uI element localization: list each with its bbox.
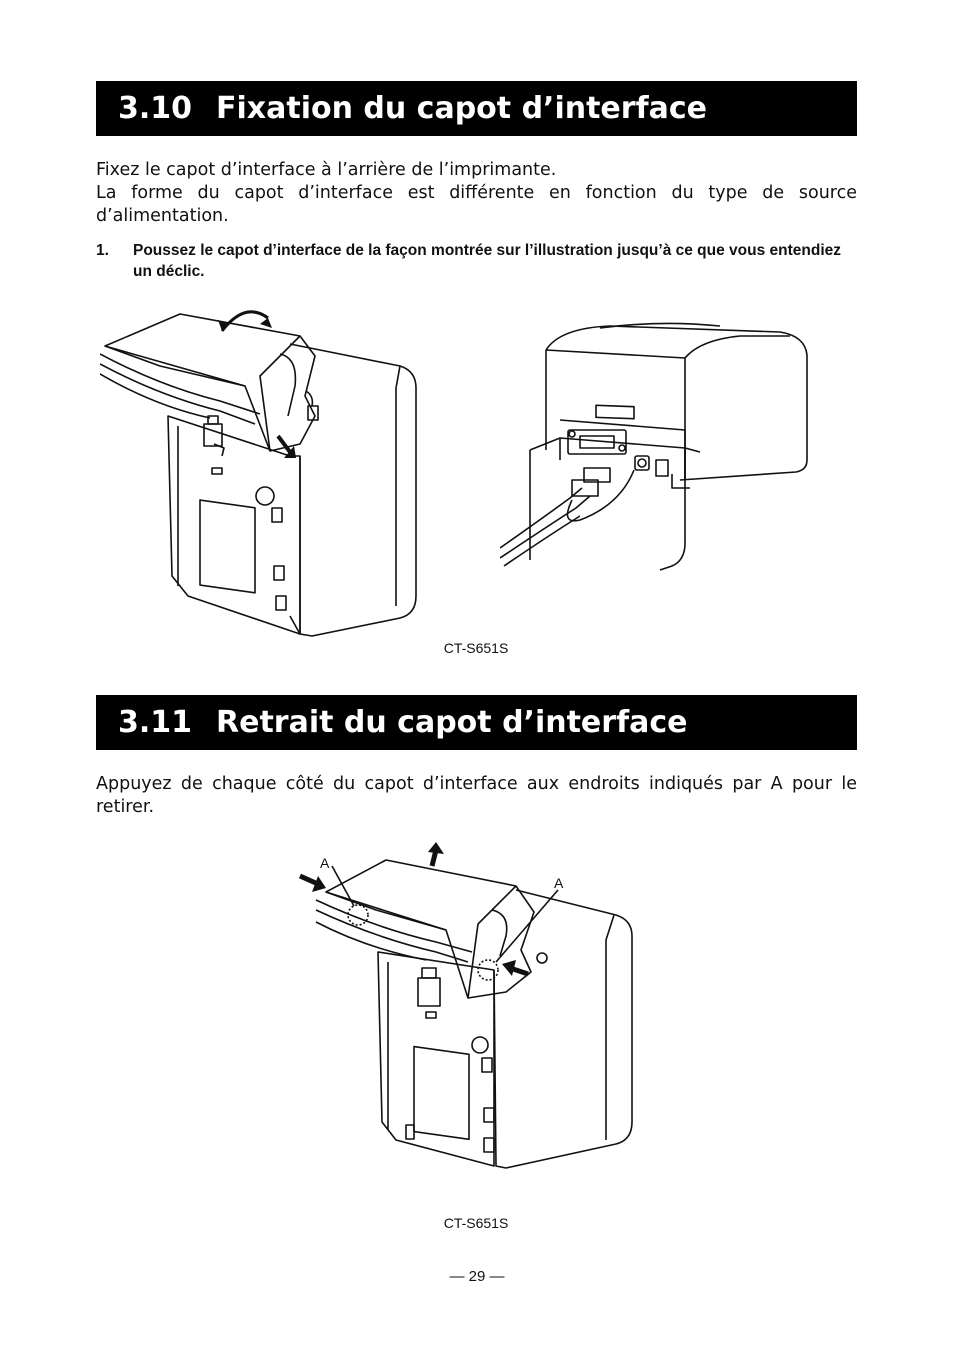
step-text: Poussez le capot d’interface de la façon montrée sur l’illustration jusqu’à ce que vous entendiez un déclic. — [133, 242, 842, 280]
step-1 — [96, 240, 857, 282]
section-3-10-heading — [96, 81, 857, 136]
paragraph-2: La forme du capot d’interface est différente en fonction du type de source d’alimentation. — [96, 183, 857, 226]
paragraph: Appuyez de chaque côté du capot d’interface aux endroits indiqués par A pour le retirer. — [96, 774, 857, 817]
label-a-left: A — [320, 855, 330, 871]
section-number: 3.10 — [118, 91, 193, 126]
printer-rear-illustration — [500, 320, 820, 575]
step-number: 1. — [96, 242, 109, 259]
remove-cover-illustration — [296, 840, 636, 1175]
removal-text — [96, 773, 857, 819]
label-a-right: A — [554, 875, 564, 891]
intro-text — [96, 159, 857, 228]
section-title: Retrait du capot d’interface — [216, 705, 688, 740]
section-3-11-heading — [96, 695, 857, 750]
section-number: 3.11 — [118, 705, 193, 740]
page-number: — 29 — — [449, 1268, 505, 1285]
figure-caption: CT-S651S — [443, 1215, 509, 1231]
paragraph-1: Fixez le capot d’interface à l’arrière de l’imprimante. — [96, 160, 557, 180]
attach-cover-illustration — [100, 296, 430, 641]
figure-caption: CT-S651S — [443, 640, 509, 656]
section-title: Fixation du capot d’interface — [216, 91, 708, 126]
